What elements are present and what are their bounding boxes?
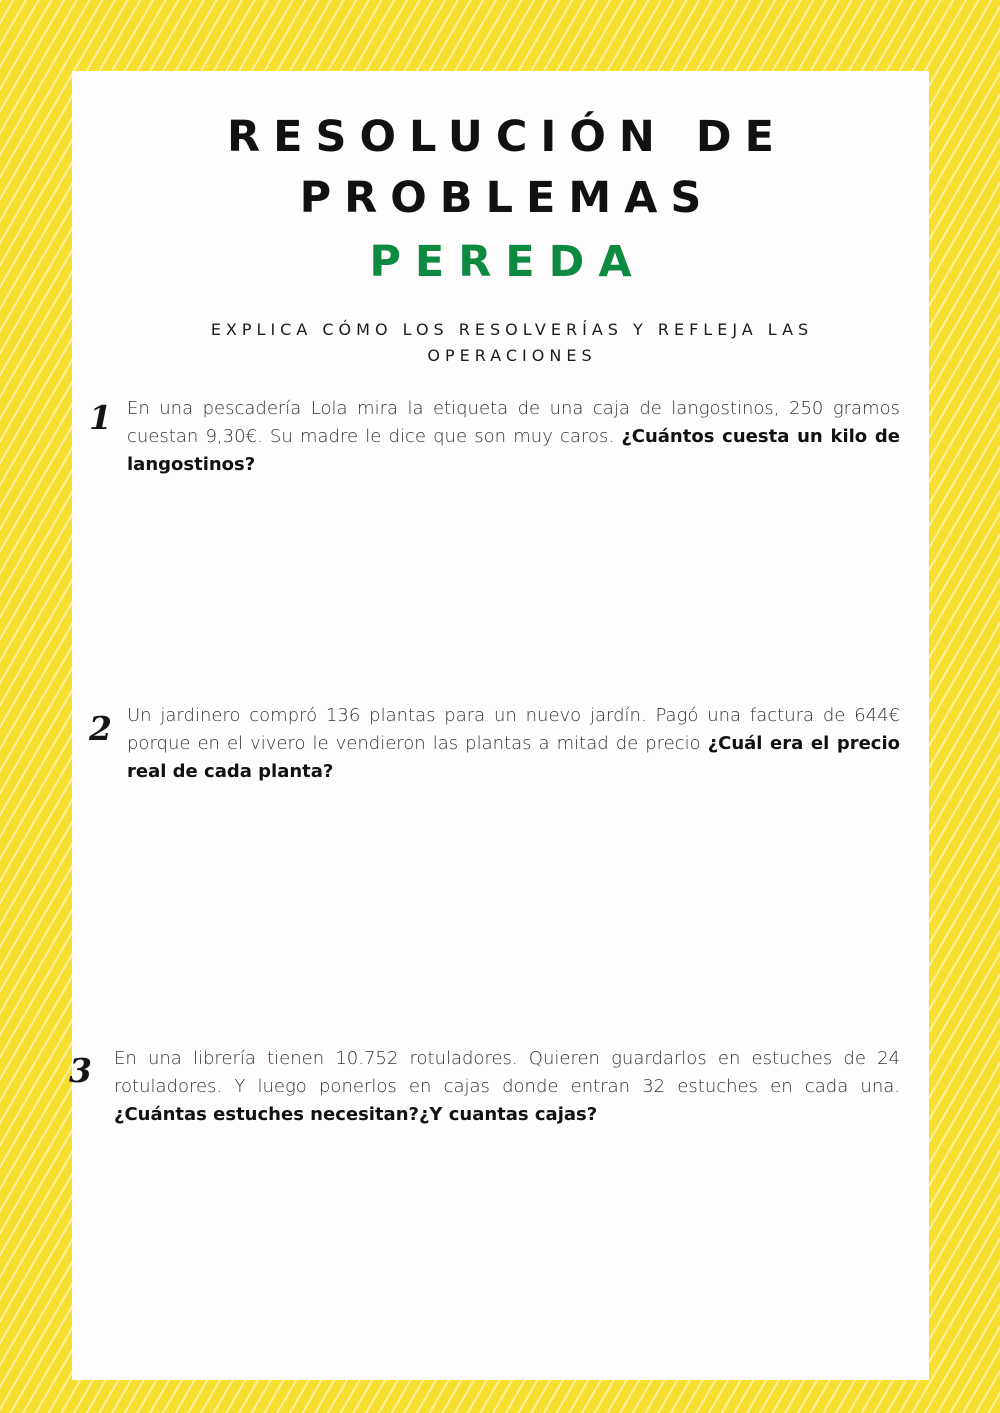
title-line-2: PROBLEMAS: [299, 173, 715, 223]
problem-3-text: [114, 1045, 900, 1129]
problem-2-statement: Un jardinero compró 136 plantas para un nuevo jardín. Pagó una factura de 644€ porque en el vivero le vendieron las plantas a mitad de precio: [127, 705, 900, 754]
problem-3-question: ¿Cuántas estuches necesitan?¿Y cuantas cajas?: [114, 1104, 598, 1125]
problem-2-question: ¿Cuál era el precio real de cada planta?: [127, 733, 900, 782]
problem-1-question: ¿Cuántos cuesta un kilo de langostinos?: [127, 426, 900, 475]
problem-2-number: 2: [89, 709, 112, 748]
problem-3-number: 3: [69, 1051, 92, 1090]
problem-1-number: 1: [89, 398, 112, 437]
school-name: PEREDA: [369, 237, 646, 287]
problem-1-statement: En una pescadería Lola mira la etiqueta de una caja de langostinos, 250 gramos cuestan 9,30€. Su madre le dice que son muy caros.: [127, 398, 900, 447]
problem-3-statement: En una librería tienen 10.752 rotuladores. Quieren guardarlos en estuches de 24 rotuladores. Y luego ponerlos en cajas donde entran 32 estuches en cada una.: [114, 1048, 900, 1097]
title-line-1: RESOLUCIÓN DE: [227, 112, 787, 162]
worksheet-page: [69, 71, 929, 1380]
problem-1-text: [127, 395, 900, 479]
problem-2-text: [127, 702, 900, 786]
instructions: EXPLICA CÓMO LOS RESOLVERÍAS Y REFLEJA LAS OPERACIONES: [210, 320, 814, 365]
